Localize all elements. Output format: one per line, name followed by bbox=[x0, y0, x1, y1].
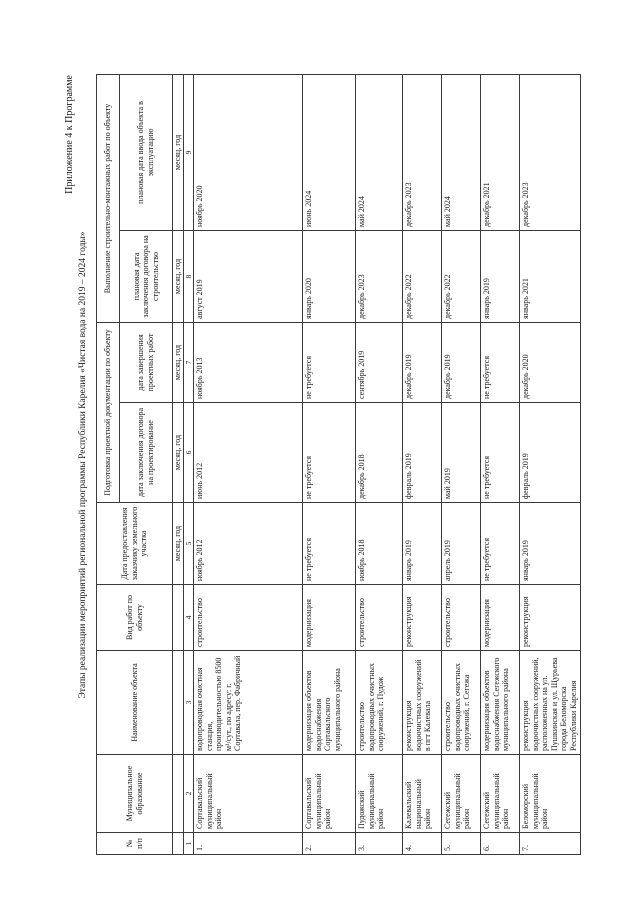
row-num: 4. bbox=[403, 833, 442, 855]
row-build-done: декабрь 2023 bbox=[403, 74, 442, 230]
header-design-contract: дата заключения договора на проектирование bbox=[120, 403, 173, 503]
row-land-date: не требуется bbox=[303, 503, 356, 585]
header-land-date: Дата предоставления заказчику земельного участка bbox=[97, 503, 173, 585]
document-page bbox=[58, 75, 598, 855]
column-number: 5 bbox=[184, 503, 194, 585]
row-object-name: модернизация объектов водоснабжения Сегежского муниципального района bbox=[481, 651, 520, 755]
table-row bbox=[481, 74, 520, 854]
unit-label: месяц, год bbox=[173, 403, 184, 503]
row-design-done: не требуется bbox=[481, 322, 520, 402]
table-row bbox=[356, 74, 403, 854]
row-design-done: декабрь 2019 bbox=[403, 322, 442, 402]
column-numbers-row bbox=[184, 74, 194, 854]
row-design-contract: май 2019 bbox=[442, 403, 481, 503]
header-build-done: плановая дата ввода объекта в эксплуатацию bbox=[120, 74, 173, 230]
row-municipality: Беломорский муниципальный район bbox=[520, 755, 581, 833]
table-row bbox=[403, 74, 442, 854]
row-build-contract: декабрь 2022 bbox=[442, 230, 481, 322]
row-work-type: строительство bbox=[194, 585, 303, 651]
column-number: 9 bbox=[184, 74, 194, 230]
row-design-contract: февраль 2019 bbox=[520, 403, 581, 503]
row-build-contract: декабрь 2023 bbox=[356, 230, 403, 322]
row-object-name: водопроводная очистная станция, производительностью 8500 м³/сут., по адресу: г. Сортавала, пер. Фабричный bbox=[194, 651, 303, 755]
row-land-date: ноябрь 2012 bbox=[194, 503, 303, 585]
column-number: 6 bbox=[184, 403, 194, 503]
row-design-done: не требуется bbox=[303, 322, 356, 402]
table-row bbox=[194, 74, 303, 854]
row-design-contract: июнь 2012 bbox=[194, 403, 303, 503]
row-land-date: ноябрь 2018 bbox=[356, 503, 403, 585]
row-design-done: сентябрь 2019 bbox=[356, 322, 403, 402]
header-row-1 bbox=[97, 74, 120, 854]
row-land-date: январь 2019 bbox=[520, 503, 581, 585]
column-number: 7 bbox=[184, 322, 194, 402]
header-design-done: дата завершения проектных работ bbox=[120, 322, 173, 402]
row-build-done: ноябрь 2020 bbox=[194, 74, 303, 230]
row-work-type: строительство bbox=[442, 585, 481, 651]
row-municipality: Сегежский муниципальный район bbox=[442, 755, 481, 833]
table-row bbox=[520, 74, 581, 854]
row-design-contract: не требуется bbox=[481, 403, 520, 503]
row-design-contract: февраль 2019 bbox=[403, 403, 442, 503]
header-units-row bbox=[173, 74, 184, 854]
table-row bbox=[303, 74, 356, 854]
header-object-name: Наименование объекта bbox=[97, 651, 173, 755]
row-build-done: май 2024 bbox=[442, 74, 481, 230]
row-object-name: реконструкция водоочистных сооружений в пгт Калевала bbox=[403, 651, 442, 755]
header-build-group: Выполнение строительно-монтажных работ по объекту bbox=[97, 74, 120, 322]
document-title: Этапы реализации мероприятий региональной программы Республики Карелия «Чистая вода на 2019 – 2024 годы» bbox=[78, 231, 88, 699]
unit-label: месяц, год bbox=[173, 322, 184, 402]
appendix-label: Приложение 4 к Программе bbox=[64, 75, 75, 194]
row-land-date: апрель 2019 bbox=[442, 503, 481, 585]
row-design-done: ноябрь 2013 bbox=[194, 322, 303, 402]
header-design-group: Подготовка проектной документации по объекту bbox=[97, 322, 120, 502]
unit-label: месяц, год bbox=[173, 503, 184, 585]
column-number: 4 bbox=[184, 585, 194, 651]
row-object-name: строительство водопроводных очистных сооружений, г. Пудож bbox=[356, 651, 403, 755]
row-num: 2. bbox=[303, 833, 356, 855]
row-num: 3. bbox=[356, 833, 403, 855]
column-number: 2 bbox=[184, 755, 194, 833]
row-work-type: реконструкция bbox=[520, 585, 581, 651]
row-land-date: январь 2019 bbox=[403, 503, 442, 585]
row-build-contract: январь 2020 bbox=[303, 230, 356, 322]
unit-label: месяц, год bbox=[173, 230, 184, 322]
row-num: 5. bbox=[442, 833, 481, 855]
row-work-type: модернизация bbox=[481, 585, 520, 651]
row-num: 7. bbox=[520, 833, 581, 855]
row-build-contract: август 2019 bbox=[194, 230, 303, 322]
row-build-done: декабрь 2021 bbox=[481, 74, 520, 230]
row-design-done: декабрь 2020 bbox=[520, 322, 581, 402]
row-land-date: не требуется bbox=[481, 503, 520, 585]
row-object-name: реконструкция водоочистных сооружений, расположенных на ул. Пушкинская и ул. Щурьева города Беломорска Республики Карелия bbox=[520, 651, 581, 755]
unit-label: месяц, год bbox=[173, 74, 184, 230]
row-object-name: строительство водопроводных очистных сооружений, г. Сегежа bbox=[442, 651, 481, 755]
column-number: 8 bbox=[184, 230, 194, 322]
column-number: 3 bbox=[184, 651, 194, 755]
row-num: 1. bbox=[194, 833, 303, 855]
row-build-done: декабрь 2023 bbox=[520, 74, 581, 230]
row-build-done: июнь 2024 bbox=[303, 74, 356, 230]
row-build-contract: январь 2021 bbox=[520, 230, 581, 322]
header-build-contract: плановая дата заключения договора на строительство bbox=[120, 230, 173, 322]
row-municipality: Калевальский национальный район bbox=[403, 755, 442, 833]
row-work-type: реконструкция bbox=[403, 585, 442, 651]
row-num: 6. bbox=[481, 833, 520, 855]
table-row bbox=[442, 74, 481, 854]
header-work-type: Вид работ по объекту bbox=[97, 585, 173, 651]
row-build-contract: декабрь 2022 bbox=[403, 230, 442, 322]
row-design-contract: декабрь 2018 bbox=[356, 403, 403, 503]
stages-table bbox=[96, 74, 581, 855]
row-municipality: Сортавальский муниципальный район bbox=[303, 755, 356, 833]
row-municipality: Пудожский муниципальный район bbox=[356, 755, 403, 833]
row-design-contract: не требуется bbox=[303, 403, 356, 503]
row-object-name: модернизация объектов водоснабжения Сортавальского муниципального района bbox=[303, 651, 356, 755]
row-work-type: строительство bbox=[356, 585, 403, 651]
column-number: 1 bbox=[184, 833, 194, 855]
header-municipality: Муниципальное образование bbox=[97, 755, 173, 833]
row-municipality: Сортавальский муниципальный район bbox=[194, 755, 303, 833]
row-build-done: май 2024 bbox=[356, 74, 403, 230]
row-design-done: декабрь 2019 bbox=[442, 322, 481, 402]
header-num: № п/п bbox=[97, 833, 173, 855]
row-build-contract: январь 2019 bbox=[481, 230, 520, 322]
row-work-type: модернизация bbox=[303, 585, 356, 651]
row-municipality: Сегежский муниципальный район bbox=[481, 755, 520, 833]
